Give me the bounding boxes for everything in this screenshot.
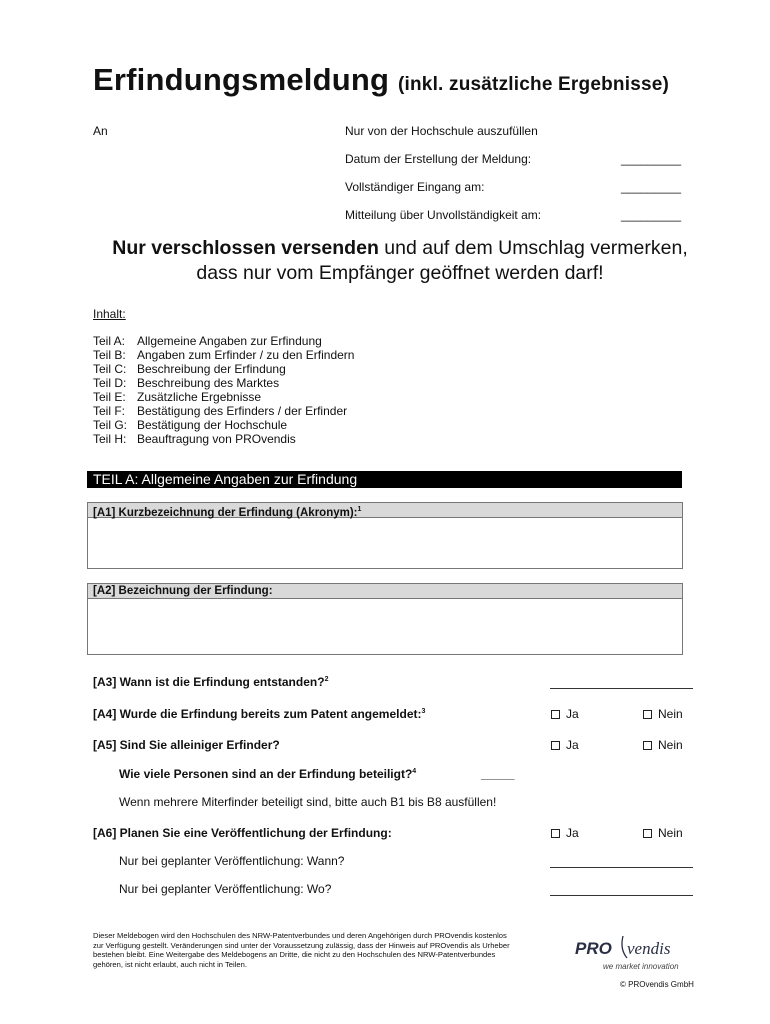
provendis-logo: [575, 932, 705, 972]
a1-input[interactable]: [88, 518, 682, 569]
contents-text: Angaben zum Erfinder / zu den Erfindern: [137, 348, 355, 362]
a2-field: [87, 583, 683, 655]
address-to-label: An: [93, 124, 108, 138]
checkbox-icon: [551, 710, 560, 719]
contents-item: [93, 404, 354, 418]
checkbox-label: Ja: [566, 738, 579, 752]
a6-where-label: Nur bei geplanter Veröffentlichung: Wo?: [119, 882, 332, 896]
page-title: [93, 62, 669, 98]
contents-list: [93, 334, 354, 446]
a6-when-input[interactable]: [550, 867, 693, 868]
office-use-heading: Nur von der Hochschule auszufüllen: [345, 124, 538, 138]
checkbox-label: Ja: [566, 707, 579, 721]
checkbox-label: Nein: [658, 826, 683, 840]
contents-item: [93, 418, 354, 432]
a1-footnote-ref: 1: [357, 506, 362, 513]
checkbox-icon: [643, 710, 652, 719]
contents-item: [93, 376, 354, 390]
contents-text: Allgemeine Angaben zur Erfindung: [137, 334, 322, 348]
a2-input[interactable]: [88, 599, 682, 655]
contents-part: Teil B:: [93, 348, 126, 362]
a2-label: [A2] Bezeichnung der Erfindung:: [88, 584, 682, 599]
office-use-label-incomplete: Mitteilung über Unvollständigkeit am:: [345, 208, 542, 222]
contents-part: Teil E:: [93, 390, 126, 404]
footer-disclaimer: Dieser Meldebogen wird den Hochschulen des NRW-Patentverbundes und deren Angehörigen durch PROvendis kostenlos zur Verfügung gestellt. Veränderungen sind unter der Voraussetzung zulässig, dass der Hinweis auf PROvendis als Urheber bestehen bleibt. Eine Weitergabe des Meldebogens an Dritte, die nicht zu den Hochschulen des NRW-Patentverbundes gehören, ist nicht erlaubt, auch nicht in Teilen.: [93, 931, 510, 969]
office-use-label-received: Vollständiger Eingang am:: [345, 180, 485, 194]
checkbox-icon: [551, 741, 560, 750]
contents-item: [93, 390, 354, 404]
checkbox-label: Ja: [566, 826, 579, 840]
a4-footnote-ref: 3: [421, 708, 426, 715]
contents-item: [93, 334, 354, 348]
a3-question: [93, 675, 328, 689]
a4-no-checkbox[interactable]: [643, 707, 683, 721]
a4-yes-checkbox[interactable]: [551, 707, 579, 721]
copyright: © PROvendis GmbH: [620, 980, 694, 989]
a5-count-input[interactable]: _____: [481, 767, 515, 781]
logo-pro: PRO: [575, 939, 612, 958]
contents-text: Zusätzliche Ergebnisse: [137, 390, 262, 404]
a3-label: [A3] Wann ist die Erfindung entstanden?: [93, 675, 325, 689]
title-suffix: (inkl. zusätzliche Ergebnisse): [398, 74, 670, 95]
checkbox-icon: [643, 829, 652, 838]
contents-text: Beschreibung des Marktes: [137, 376, 280, 390]
contents-part: Teil F:: [93, 404, 126, 418]
section-a-header: TEIL A: Allgemeine Angaben zur Erfindung: [87, 471, 682, 488]
a6-yes-checkbox[interactable]: [551, 826, 579, 840]
contents-text: Beschreibung der Erfindung: [137, 362, 286, 376]
a6-where-input[interactable]: [550, 895, 693, 896]
notice-line2: dass nur vom Empfänger geöffnet werden darf!: [196, 262, 604, 284]
a5-count-question: [119, 767, 416, 781]
a3-footnote-ref: 2: [324, 676, 329, 683]
a4-question: [93, 707, 425, 721]
contents-item: [93, 348, 354, 362]
a5-count-footnote-ref: 4: [412, 768, 417, 775]
logo-vendis: vendis: [627, 939, 671, 958]
contents-part: Teil H:: [93, 432, 127, 446]
a1-label: [88, 503, 682, 518]
contents-part: Teil C:: [93, 362, 127, 376]
a5-count-label: Wie viele Personen sind an der Erfindung beteiligt?: [119, 767, 413, 781]
checkbox-label: Nein: [658, 738, 683, 752]
contents-part: Teil A:: [93, 334, 126, 348]
a5-yes-checkbox[interactable]: [551, 738, 579, 752]
title-main: Erfindungsmeldung: [93, 62, 390, 97]
a6-no-checkbox[interactable]: [643, 826, 683, 840]
notice-rest: und auf dem Umschlag vermerken,: [378, 237, 688, 259]
notice-bold: Nur verschlossen versenden: [112, 237, 379, 259]
checkbox-icon: [551, 829, 560, 838]
a6-question: [A6] Planen Sie eine Veröffentlichung der Erfindung:: [93, 826, 392, 840]
office-use-field-created[interactable]: _________: [621, 152, 682, 166]
contents-item: [93, 362, 354, 376]
a5-no-checkbox[interactable]: [643, 738, 683, 752]
a5-question: [A5] Sind Sie alleiniger Erfinder?: [93, 738, 280, 752]
contents-part: Teil D:: [93, 376, 127, 390]
contents-heading: Inhalt:: [93, 307, 126, 321]
contents-part: Teil G:: [93, 418, 128, 432]
a6-when-label: Nur bei geplanter Veröffentlichung: Wann?: [119, 854, 345, 868]
logo-tagline: we market innovation: [603, 962, 679, 971]
checkbox-icon: [643, 741, 652, 750]
contents-text: Bestätigung der Hochschule: [137, 418, 288, 432]
a4-label: [A4] Wurde die Erfindung bereits zum Patent angemeldet:: [93, 707, 422, 721]
a1-label-text: [A1] Kurzbezeichnung der Erfindung (Akronym):: [93, 506, 358, 519]
office-use-field-incomplete[interactable]: _________: [621, 208, 682, 222]
checkbox-label: Nein: [658, 707, 683, 721]
contents-text: Beauftragung von PROvendis: [137, 432, 296, 446]
contents-text: Bestätigung des Erfinders / der Erfinder: [137, 404, 348, 418]
a1-field: [87, 502, 683, 569]
office-use-field-received[interactable]: _________: [621, 180, 682, 194]
sealed-envelope-notice: [60, 236, 740, 286]
contents-item: [93, 432, 354, 446]
a5-note: Wenn mehrere Miterfinder beteiligt sind, bitte auch B1 bis B8 ausfüllen!: [119, 795, 497, 809]
office-use-label-created: Datum der Erstellung der Meldung:: [345, 152, 532, 166]
a3-date-input[interactable]: [550, 688, 693, 689]
